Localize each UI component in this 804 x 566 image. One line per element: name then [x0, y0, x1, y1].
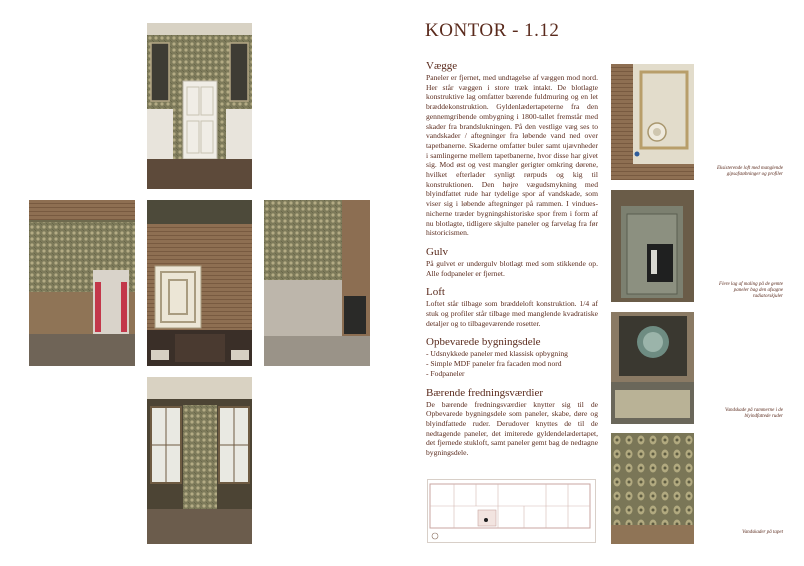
section-body: Loftet står tilbage som bræddeloft konstruktion. 1/4 af stuk og profiler står tilbage med manglende kvadratiske detaljer og to tilbageværende rosetter. — [426, 299, 598, 328]
section-floor — [426, 246, 598, 278]
section-values — [426, 387, 598, 458]
photo-east-wall — [264, 200, 370, 366]
text-column — [426, 60, 598, 466]
caption-window: Vandskade på rammerne i de blyindfattede ruder — [724, 408, 783, 419]
floor-plan — [427, 479, 596, 543]
photo-ceiling-floor — [147, 200, 252, 366]
caption-wallpaper: Vandskader på tapet — [742, 530, 783, 535]
section-heading: Vægge — [426, 60, 458, 72]
section-heading: Opbevarede bygningsdele — [426, 336, 541, 349]
page-title: KONTOR - 1.12 — [425, 20, 560, 41]
section-body: På gulvet er undergulv blotlagt med som stikkende op. Alle fodpaneler er fjernet. — [426, 258, 598, 278]
list-item: - Fodpaneler — [426, 368, 465, 378]
preserved-list — [426, 349, 598, 378]
list-item: - Simple MDF paneler fra facaden mod nord — [426, 359, 562, 369]
photo-ceiling-detail — [611, 64, 694, 180]
photo-window-detail — [611, 312, 694, 424]
section-preserved — [426, 336, 598, 378]
photo-wallpaper-detail — [611, 433, 694, 544]
photo-north-wall — [147, 23, 252, 189]
section-heading: Loft — [426, 286, 445, 299]
photo-south-wall — [147, 377, 252, 544]
section-body: Paneler er fjernet, med undtagelse af væggen mod nord. Her står væggen i store træk intakt. De blotlagte konstruktive lag omfatter bærende fuldmuring og en let bræddekonstruktion. Gyldenlædertapeterne fra den gennemgribende ombygning i 1800-tallet fremstår med skader fra brandslukningen. På den vestlige væg ses to vandskader / aftegninger fra løbende vand ned over tapetbanerne. Skaderne omfatter buler samt ujævnheder i samlingerne mellem tapetbanerne, hvor disse har givet sig. Mod øst og vest mangler gerigter omkring dørene, hvilket efterlader synligt rørpuds og kig til konstruktionen. Den højre vægudsmykning med blyindfattet rude har tydelige spor af vandskade, som viser sig i løbende aftegninger på rammen. I vinduesnicherne træder bygningshistoriske spor frem i form af nu blotlagte, tidligere skjulte paneler og farvelag fra før historicismen. — [426, 73, 598, 238]
caption-ceiling: Eksisterende loft med manglende gipsafstøbninger og profiler — [716, 166, 783, 177]
caption-panels: Flere lag af maling på de gemte paneler bag den afsagne radiatorskjuler — [719, 282, 783, 299]
photo-panels-detail — [611, 190, 694, 302]
section-walls — [426, 60, 598, 238]
list-item: - Udsnykkede paneler med klassisk opbygning — [426, 349, 568, 359]
section-ceiling — [426, 286, 598, 328]
section-heading: Gulv — [426, 245, 448, 258]
section-body: De bærende fredningsværdier knytter sig til de Opbevarede bygningsdele som paneler, skabe, døre og blyindfattede ruder. Derudover knyttes de til de nedtagende paneler, det imiterede gyldendelædertapet, det fjernede stukloft, samt paneler gemt bag de nedtagne bygningsdele. — [426, 399, 598, 458]
section-heading: Bærende fredningsværdier — [426, 386, 543, 399]
photo-west-wall — [29, 200, 135, 366]
